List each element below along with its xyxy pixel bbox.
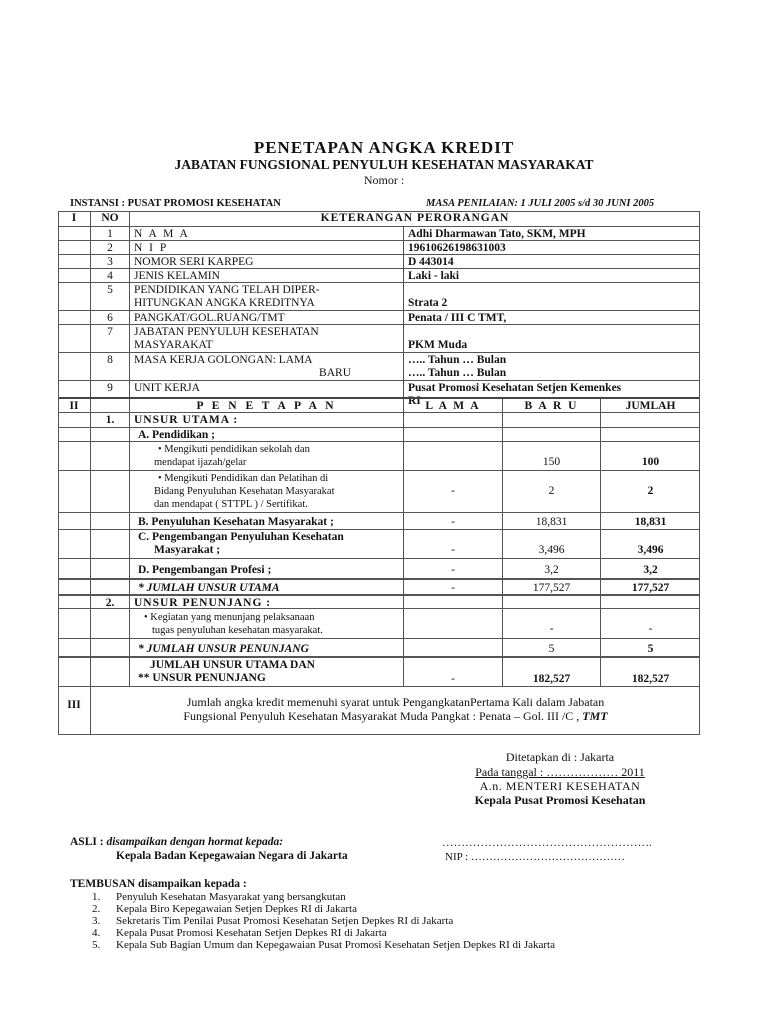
table-row: 1. UNSUR UTAMA : — [58, 412, 700, 427]
asli-recipient: Kepala Badan Kepegawaian Negara di Jakarta — [116, 850, 348, 862]
section-roman: I — [71, 212, 77, 224]
masa-penilaian: MASA PENILAIAN: 1 JULI 2005 s/d 30 JUNI 2005 — [426, 198, 655, 209]
table-row: * JUMLAH UNSUR UTAMA - 177,527 177,527 — [58, 578, 700, 594]
table-row: 8 MASA KERJA GOLONGAN: LAMA BARU ….. Tahun … Bulan ….. Tahun … Bulan — [58, 352, 700, 380]
section2-header-row: II P E N E T A P A N L A M A B A R U JUMLAH — [58, 397, 700, 412]
table-row: • Kegiatan yang menunjang pelaksanaan tugas penyuluhan kesehatan masyarakat. - - — [58, 608, 700, 638]
table-row: C. Pengembangan Penyuluhan Kesehatan Masyarakat ; - 3,496 3,496 — [58, 529, 700, 558]
nama-value: Adhi Dharmawan Tato, SKM, MPH — [403, 227, 700, 240]
table-row: JUMLAH UNSUR UTAMA DAN ** UNSUR PENUNJANG - 182,527 182,527 — [58, 656, 700, 686]
ditetapkan: Ditetapkan di : Jakarta — [505, 750, 615, 764]
no-header: NO — [90, 211, 129, 226]
jabatan-penandatangan: Kepala Pusat Promosi Kesehatan — [474, 793, 646, 807]
table-row: 5 PENDIDIKAN YANG TELAH DIPER- HITUNGKAN ANGKA KREDITNYA Strata 2 — [58, 282, 700, 310]
table-row: D. Pengembangan Profesi ; - 3,2 3,2 — [58, 558, 700, 578]
table-row: A. Pendidikan ; — [58, 427, 700, 441]
jenis-kelamin-value: Laki - laki — [403, 269, 700, 282]
list-item: 2. Kepala Biro Kepegawaian Setjen Depkes RI di Jakarta — [92, 903, 357, 915]
tembusan-heading: TEMBUSAN disampaikan kepada : — [70, 878, 247, 890]
penetapan-heading: P E N E T A P A N — [129, 399, 403, 412]
table-row: 9 UNIT KERJA Pusat Promosi Kesehatan Setjen Kemenkes RI — [58, 380, 700, 408]
an-menteri: A.n. MENTERI KESEHATAN — [479, 779, 641, 793]
nip-line: NIP : …………………………………… — [445, 851, 625, 863]
nip-value: 19610626198631003 — [403, 241, 700, 254]
table-row: • Mengikuti pendidikan sekolah dan mendapat ijazah/gelar 150 100 — [58, 441, 700, 470]
tanggal: Pada tanggal : ……………… 2011 — [475, 765, 645, 779]
table-row: 6 PANGKAT/GOL.RUANG/TMT Penata / III C TMT, — [58, 310, 700, 324]
table-row: 7 JABATAN PENYULUH KESEHATAN MASYARAKAT PKM Muda — [58, 324, 700, 352]
col-jumlah: JUMLAH — [600, 399, 700, 412]
document-number: Nomor : — [363, 173, 405, 187]
list-item: 3. Sekretaris Tim Penilai Pusat Promosi Kesehatan Setjen Depkes RI di Jakarta — [92, 915, 454, 927]
karpeg-value: D 443014 — [403, 255, 700, 268]
signature-line: ………………………………………………. — [442, 837, 652, 849]
table-row: • Mengikuti Pendidikan dan Pelatihan di Bidang Penyuluhan Kesehatan Masyarakat dan mendapat ( STTPL ) / Sertifikat. - 2 2 — [58, 470, 700, 512]
keterangan-heading: KETERANGAN PERORANGAN — [129, 211, 700, 226]
asli-block: ASLI : disampaikan dengan hormat kepada: — [70, 836, 284, 848]
table-row: 2. UNSUR PENUNJANG : — [58, 594, 700, 608]
unit-kerja-value: Pusat Promosi Kesehatan Setjen Kemenkes RI — [403, 381, 700, 408]
pangkat-value: Penata / III C TMT, — [403, 311, 700, 324]
pendidikan-value: Strata 2 — [403, 283, 700, 310]
list-item: 4. Kepala Pusat Promosi Kesehatan Setjen Depkes RI di Jakarta — [92, 927, 387, 939]
conclusion-text: Jumlah angka kredit memenuhi syarat untuk PengangkatanPertama Kali dalam Jabatan Fungsional Penyuluh Kesehatan Masyarakat Muda Pangkat : Penata – Gol. III /C , TMT — [90, 687, 700, 735]
col-lama: L A M A — [403, 399, 502, 412]
masa-kerja-value: ….. Tahun … Bulan ….. Tahun … Bulan — [403, 353, 700, 380]
table-row: B. Penyuluhan Kesehatan Masyarakat ; - 18,831 18,831 — [58, 512, 700, 529]
table-row: 2 N I P 19610626198631003 — [58, 240, 700, 254]
table-row: 1 N A M A Adhi Dharmawan Tato, SKM, MPH — [58, 226, 700, 240]
document-title: PENETAPAN ANGKA KREDIT — [253, 138, 515, 157]
tembusan-list — [92, 891, 555, 951]
jabatan-value: PKM Muda — [403, 325, 700, 352]
section3-row: III Jumlah angka kredit memenuhi syarat untuk PengangkatanPertama Kali dalam Jabatan Fungsional Penyuluh Kesehatan Masyarakat Muda Pangkat : Penata – Gol. III /C , TMT — [58, 686, 700, 735]
section1-header-row — [58, 211, 700, 226]
list-item: 1. Penyuluh Kesehatan Masyarakat yang bersangkutan — [92, 891, 346, 903]
list-item: 5. Kepala Sub Bagian Umum dan Kepegawaian Pusat Promosi Kesehatan Setjen Depkes RI di Jakarta — [92, 939, 555, 951]
col-baru: B A R U — [502, 399, 600, 412]
table-row: 3 NOMOR SERI KARPEG D 443014 — [58, 254, 700, 268]
table-row: * JUMLAH UNSUR PENUNJANG 5 5 — [58, 638, 700, 656]
document-subtitle: JABATAN FUNGSIONAL PENYULUH KESEHATAN MASYARAKAT — [174, 157, 594, 172]
instansi-label: INSTANSI : PUSAT PROMOSI KESEHATAN — [70, 198, 281, 209]
table-row: 4 JENIS KELAMIN Laki - laki — [58, 268, 700, 282]
